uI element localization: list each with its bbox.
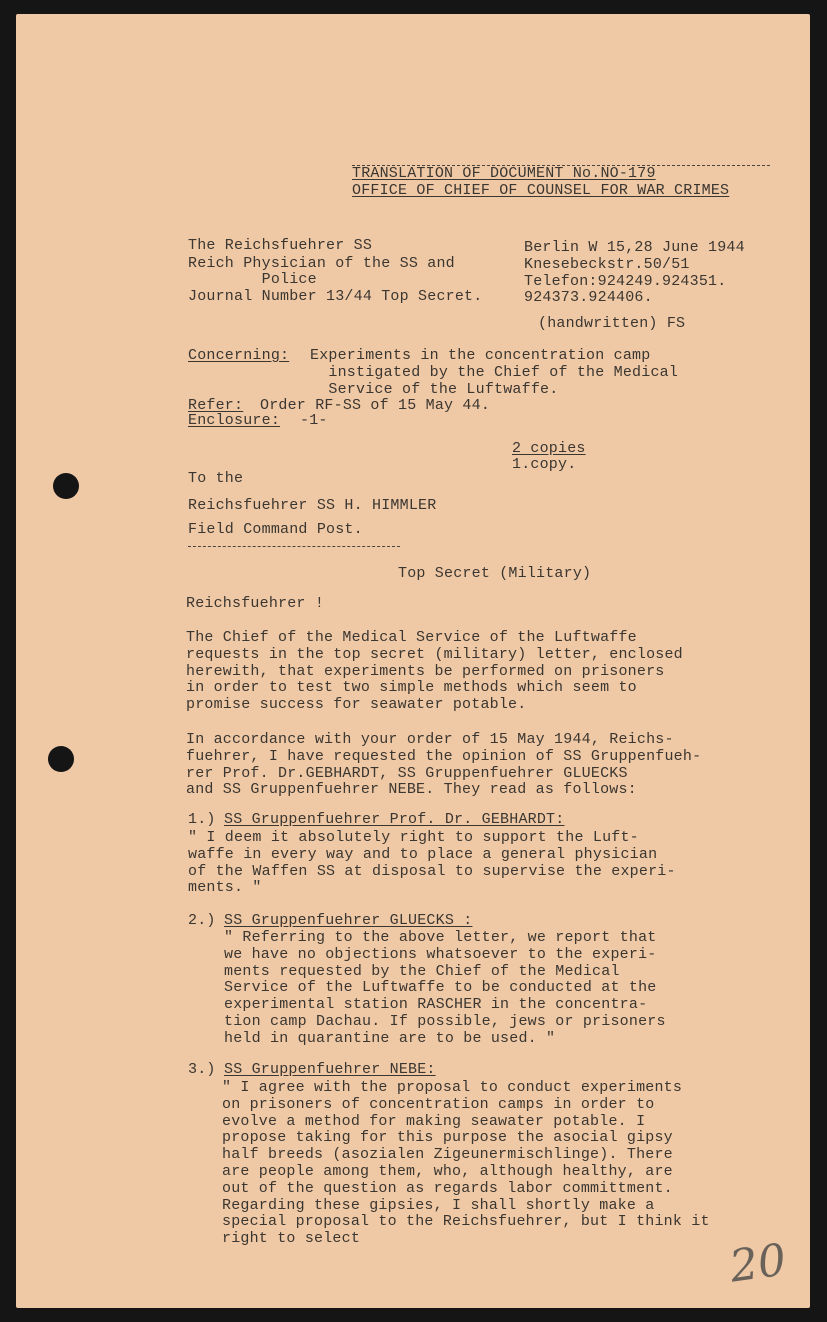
concerning-label: Concerning: (188, 347, 290, 364)
telephone-cont: 924373.924406. (524, 289, 653, 306)
sender-line: Reich Physician of the SS and (188, 255, 455, 272)
sender-line: The Reichsfuehrer SS (188, 237, 373, 254)
place-date: Berlin W 15,28 June 1944 (524, 239, 745, 256)
salutation: Reichsfuehrer ! (186, 595, 325, 612)
header-office: OFFICE OF CHIEF OF COUNSEL FOR WAR CRIMES (352, 182, 730, 199)
sender-line: Police (188, 271, 317, 288)
opinion-number: 2.) (188, 912, 216, 929)
address-rule (188, 546, 400, 547)
address-to: To the (188, 470, 244, 487)
punch-hole (48, 746, 74, 772)
copies-count: 2 copies (512, 440, 586, 457)
address-location: Field Command Post. (188, 521, 363, 538)
opinion-text: " I agree with the proposal to conduct experiments on prisoners of concentration camps in order to evolve a method for making seawater potable. I propose taking for this purpose the asocial gipsy half breeds (asozialen Zigeunermischlinge). There are people among them, who, although healthy, are out of the question as regards labor committment. Regarding these gipsies, I shall shortly make a special proposal to the Reichsfuehrer, but I think it right to select (222, 1079, 710, 1248)
enclosure-label: Enclosure: (188, 412, 281, 429)
enclosure-text: -1- (300, 412, 328, 429)
address-name: Reichsfuehrer SS H. HIMMLER (188, 497, 437, 514)
opinion-number: 3.) (188, 1061, 216, 1078)
handwritten-note: (handwritten) FS (538, 315, 686, 332)
punch-hole (53, 473, 79, 499)
opinion-author: SS Gruppenfuehrer Prof. Dr. GEBHARDT: (224, 811, 565, 828)
copy-number: 1.copy. (512, 456, 577, 473)
refer-text: Order RF-SS of 15 May 44. (260, 397, 491, 414)
paragraph-1: The Chief of the Medical Service of the Luftwaffe requests in the top secret (military) letter, enclosed herewith, that experiments be performed on prisoners in order to test two simple methods which seem to promise success for seawater potable. (186, 629, 683, 714)
opinion-author: SS Gruppenfuehrer GLUECKS : (224, 912, 473, 929)
header-translation: TRANSLATION OF DOCUMENT No.NO-179 (352, 165, 656, 182)
opinion-author: SS Gruppenfuehrer NEBE: (224, 1061, 436, 1078)
journal-number: Journal Number 13/44 Top Secret. (188, 288, 483, 305)
paragraph-2: In accordance with your order of 15 May 1944, Reichs- fuehrer, I have requested the opinion of SS Gruppenfueh- rer Prof. Dr.GEBHARDT, SS Gruppenfuehrer GLUECKS and SS Gruppenfuehrer NEBE. They read as follows: (186, 731, 702, 799)
classification: Top Secret (Military) (398, 565, 592, 582)
handwritten-page-number: 20 (726, 1234, 790, 1293)
refer-label: Refer: (188, 397, 244, 414)
opinion-text: " I deem it absolutely right to support the Luft- waffe in every way and to place a general physician of the Waffen SS at disposal to supervise the experi- ments. " (188, 829, 676, 897)
address-street: Knesebeckstr.50/51 (524, 256, 690, 273)
opinion-text: " Referring to the above letter, we report that we have no objections whatsoever to the experi- ments requested by the Chief of the Medical Service of the Luftwaffe to be conducted at the experimental station RASCHER in the concentra- tion camp Dachau. If possible, jews or prisoners held in quarantine are to be used. " (224, 929, 666, 1047)
concerning-text: Experiments in the concentration camp instigated by the Chief of the Medical Service of the Luftwaffe. (310, 347, 679, 398)
opinion-number: 1.) (188, 811, 216, 828)
telephone: Telefon:924249.924351. (524, 273, 727, 290)
